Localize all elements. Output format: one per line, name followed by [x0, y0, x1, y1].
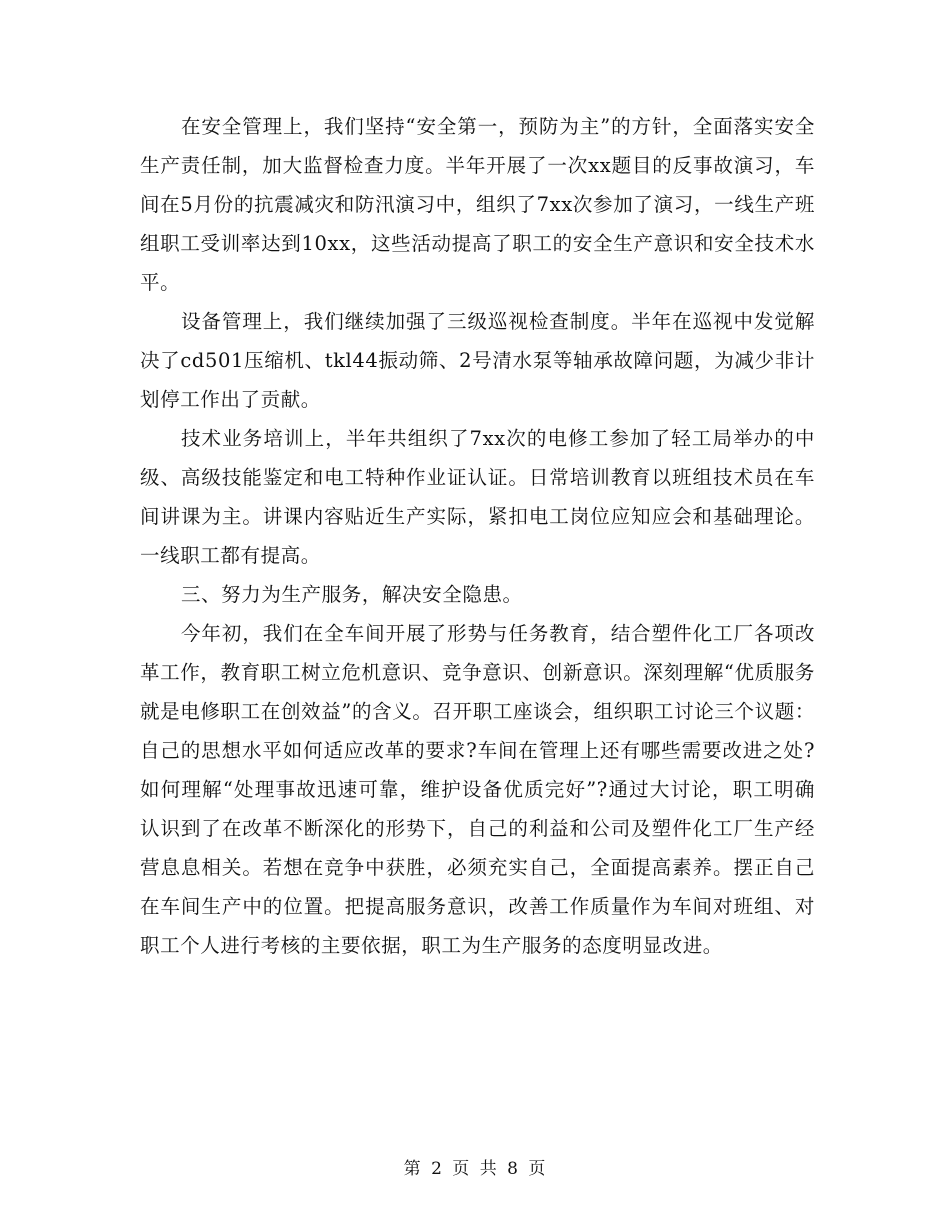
paragraph-equipment-management: 设备管理上，我们继续加强了三级巡视检查制度。半年在巡视中发觉解决了cd501压缩机、tkl44振动筛、2号清水泵等轴承故障问题，为减少非计划停工作出了贡献。	[140, 310, 815, 411]
document-body	[140, 107, 815, 965]
paragraph-safety-management: 在安全管理上，我们坚持“安全第一，预防为主”的方针，全面落实安全生产责任制，加大监督检查力度。半年开展了一次xx题目的反事故演习，车间在5月份的抗震减灾和防汛演习中，组织了7xx次参加了演习，一线生产班组职工受训率达到10xx，这些活动提高了职工的安全生产意识和安全技术水平。	[140, 115, 815, 294]
section-heading-production-service: 三、努力为生产服务，解决安全隐患。	[180, 583, 523, 606]
paragraph-situation-education: 今年初，我们在全车间开展了形势与任务教育，结合塑件化工厂各项改革工作，教育职工树立危机意识、竞争意识、创新意识。深刻理解“优质服务就是电修职工在创效益”的含义。召开职工座谈会，组织职工讨论三个议题：自己的思想水平如何适应改革的要求?车间在管理上还有哪些需要改进之处?如何理解“处理事故迅速可靠，维护设备优质完好”?通过大讨论，职工明确认识到了在改革不断深化的形势下，自己的利益和公司及塑件化工厂生产经营息息相关。若想在竞争中获胜，必须充实自己，全面提高素养。摆正自己在车间生产中的位置。把提高服务意识，改善工作质量作为车间对班组、对职工个人进行考核的主要依据，职工为生产服务的态度明显改进。	[140, 622, 815, 957]
page-number: 第 2 页 共 8 页	[403, 1159, 547, 1179]
paragraph-technical-training: 技术业务培训上，半年共组织了7xx次的电修工参加了轻工局举办的中级、高级技能鉴定和电工特种作业证认证。日常培训教育以班组技术员在车间讲课为主。讲课内容贴近生产实际，紧扣电工岗位应知应会和基础理论。一线职工都有提高。	[140, 427, 815, 567]
